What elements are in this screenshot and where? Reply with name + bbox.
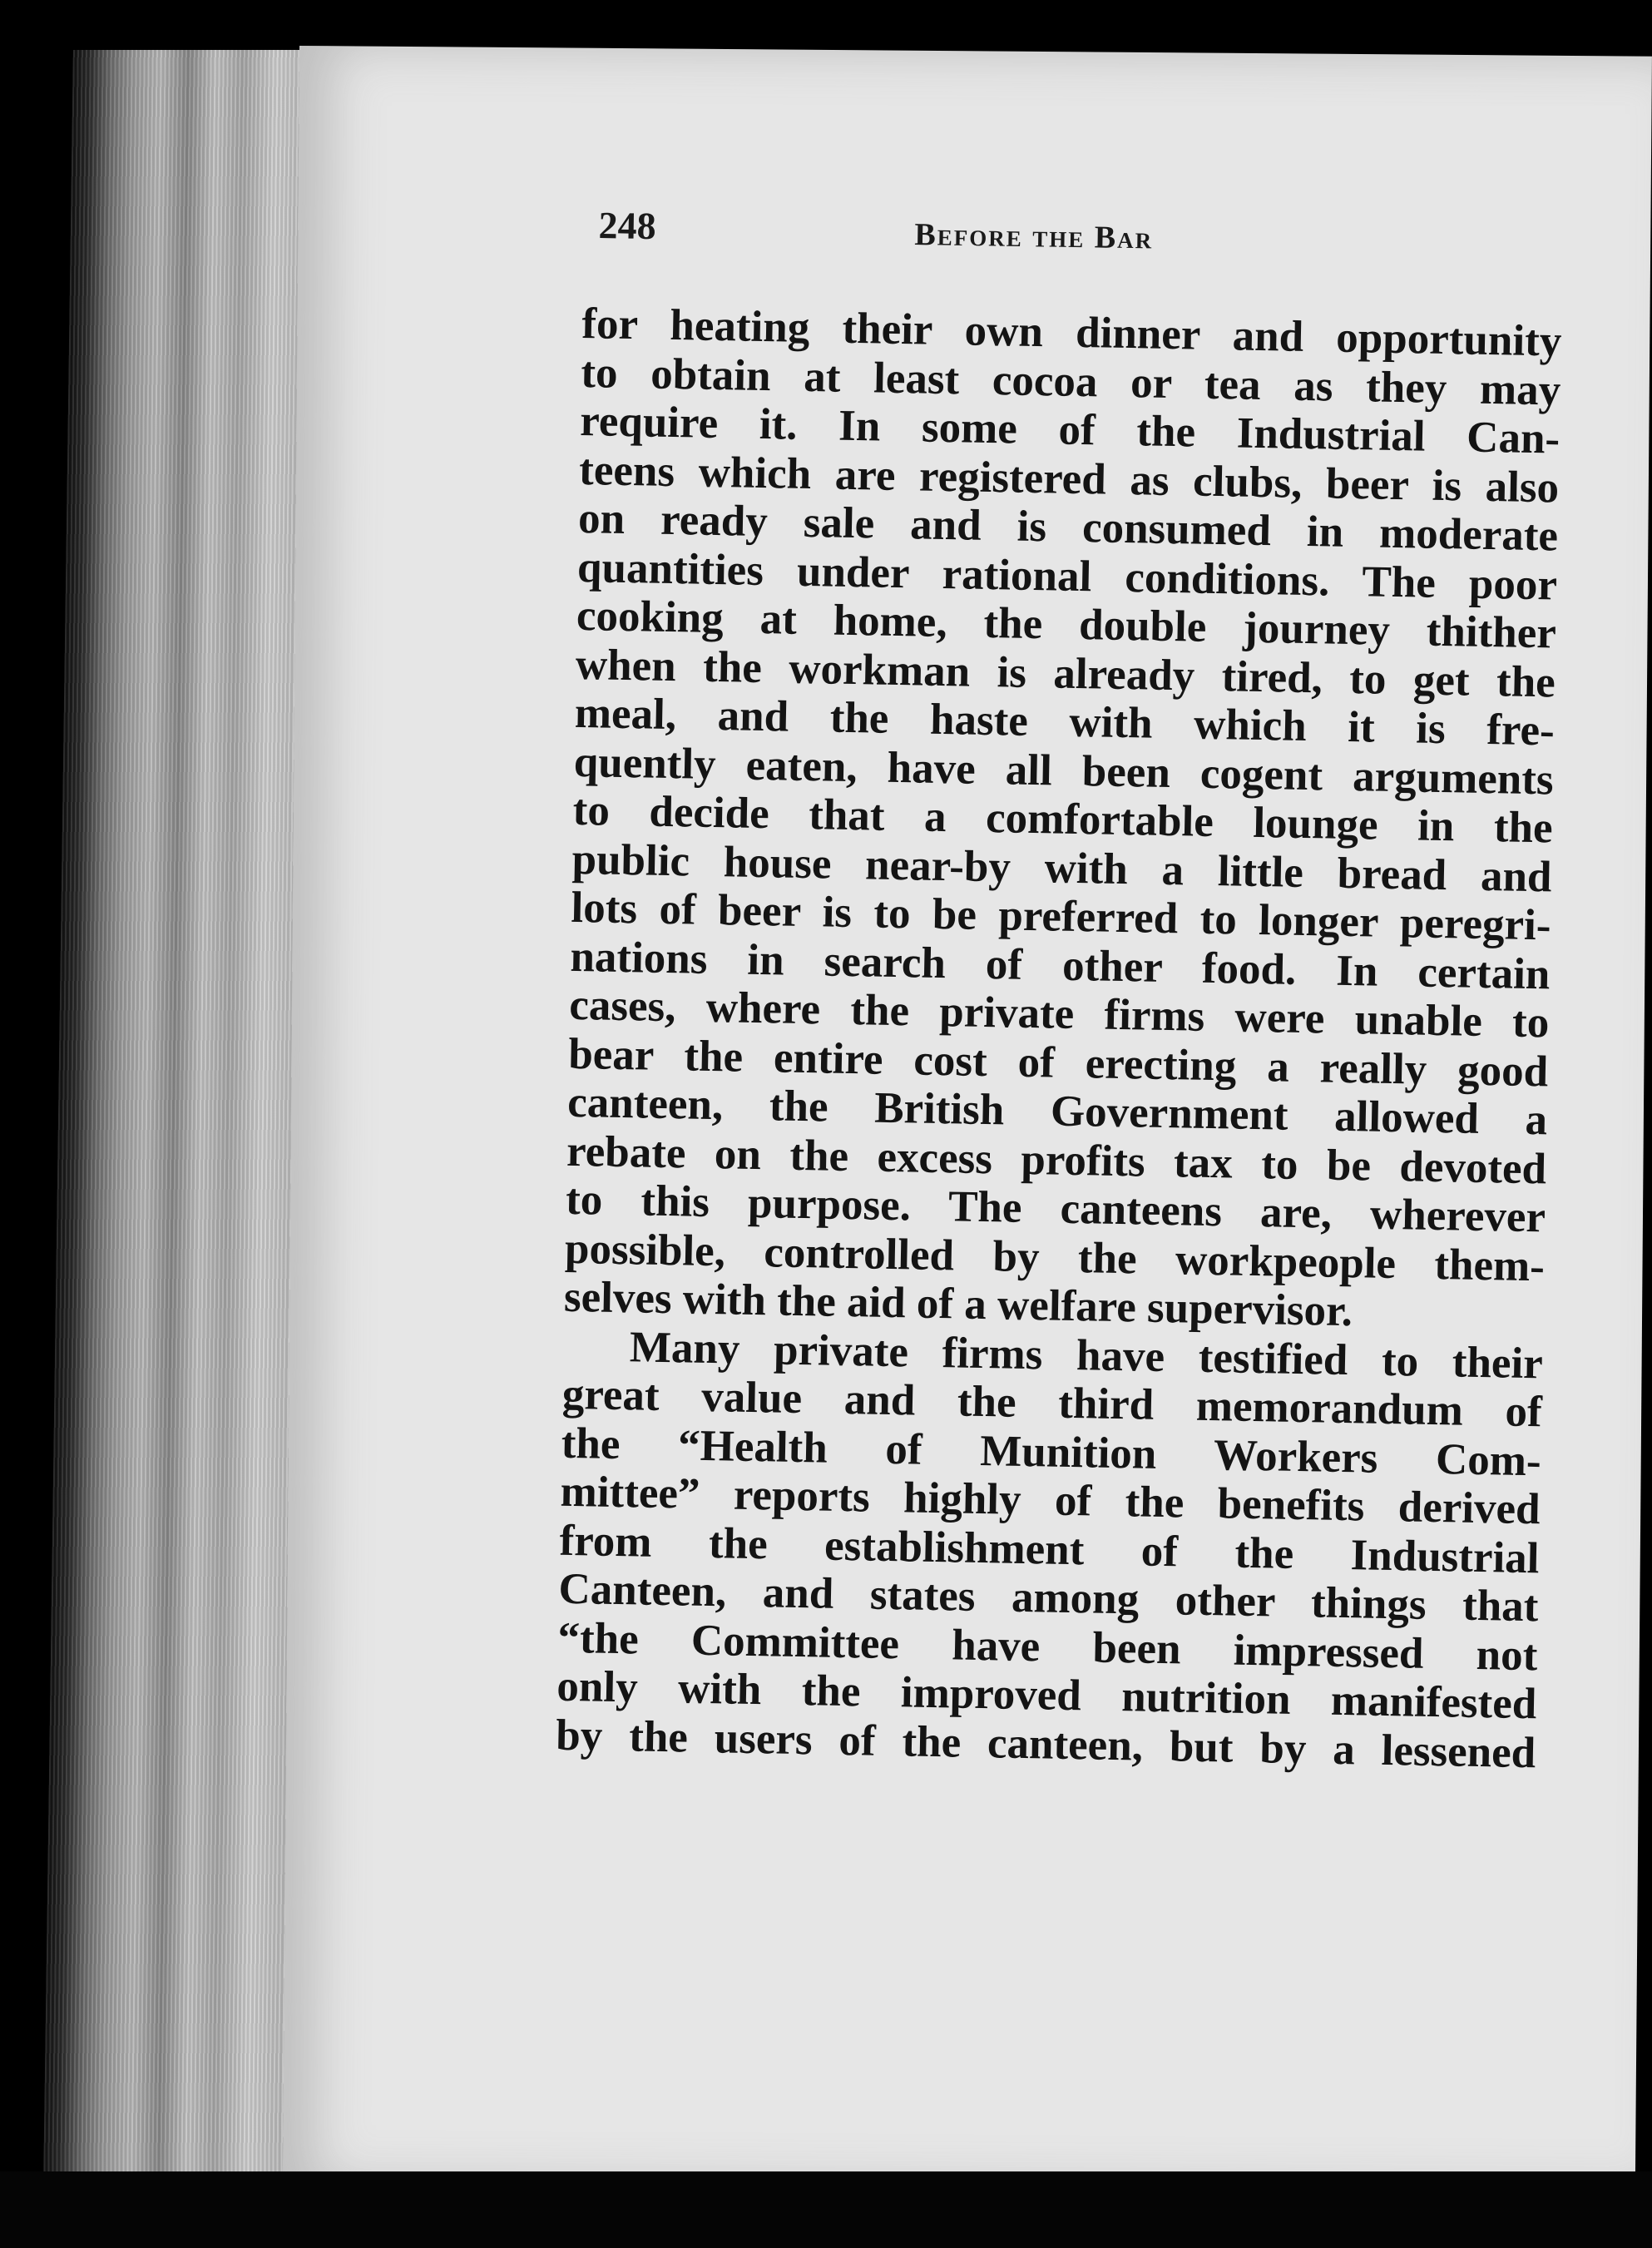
text-line: meal, and the haste with which it is fre- (574, 688, 1556, 755)
text-line: bear the entire cost of erecting a really good (567, 1029, 1549, 1096)
text-line: quently eaten, have all been cogent arguments (573, 737, 1555, 804)
body-text (556, 300, 1562, 1777)
text-line: lots of beer is to be preferred to longer peregri- (571, 883, 1551, 950)
text-line: to decide that a comfortable lounge in the (572, 785, 1554, 853)
running-head (598, 203, 1264, 272)
page-number: 248 (598, 203, 656, 248)
text-line: public house near-by with a little bread and (571, 834, 1553, 901)
text-line: cases, where the private firms were unable to (568, 980, 1550, 1047)
text-line: great value and the third memorandum of (561, 1369, 1543, 1437)
text-line: possible, controlled by the workpeople them- (564, 1224, 1546, 1290)
text-line: rebate on the excess profits tax to be devoted (566, 1126, 1547, 1193)
text-line: Canteen, and states among other things that (558, 1564, 1539, 1632)
text-line: for heating their own dinner and opportunity (581, 300, 1562, 366)
text-line: only with the improved nutrition manifested (556, 1661, 1537, 1729)
text-line: require it. In some of the Industrial Can- (579, 396, 1560, 463)
text-line: from the establishment of the Industrial (559, 1516, 1541, 1582)
text-line: quantities under rational conditions. The poor (576, 542, 1558, 610)
text-line: to obtain at least cocoa or tea as they may (580, 348, 1561, 415)
text-line: “the Committee have been impressed not (556, 1613, 1538, 1680)
running-title: Before the Bar (914, 216, 1154, 256)
scan-border (0, 2171, 1652, 2248)
text-line: by the users of the canteen, but by a lessened (555, 1711, 1536, 1777)
text-line: to this purpose. The canteens are, wherever (565, 1175, 1546, 1242)
text-line: nations in search of other food. In certain (570, 932, 1551, 998)
text-line: when the workman is already tired, to get the (575, 640, 1556, 707)
text-line: mittee” reports highly of the benefits derived (560, 1467, 1541, 1534)
text-line: cooking at home, the double journey thither (576, 591, 1557, 658)
text-line: canteen, the British Government allowed a (566, 1077, 1548, 1145)
text-line: Many private firms have testified to their (629, 1322, 1544, 1388)
text-line: the “Health of Munition Workers Com- (561, 1419, 1542, 1485)
text-line: teens which are registered as clubs, beer is also (578, 445, 1560, 512)
text-line: selves with the aid of a welfare supervisor. (563, 1272, 1353, 1336)
text-line: on ready sale and is consumed in moderate (577, 493, 1559, 561)
